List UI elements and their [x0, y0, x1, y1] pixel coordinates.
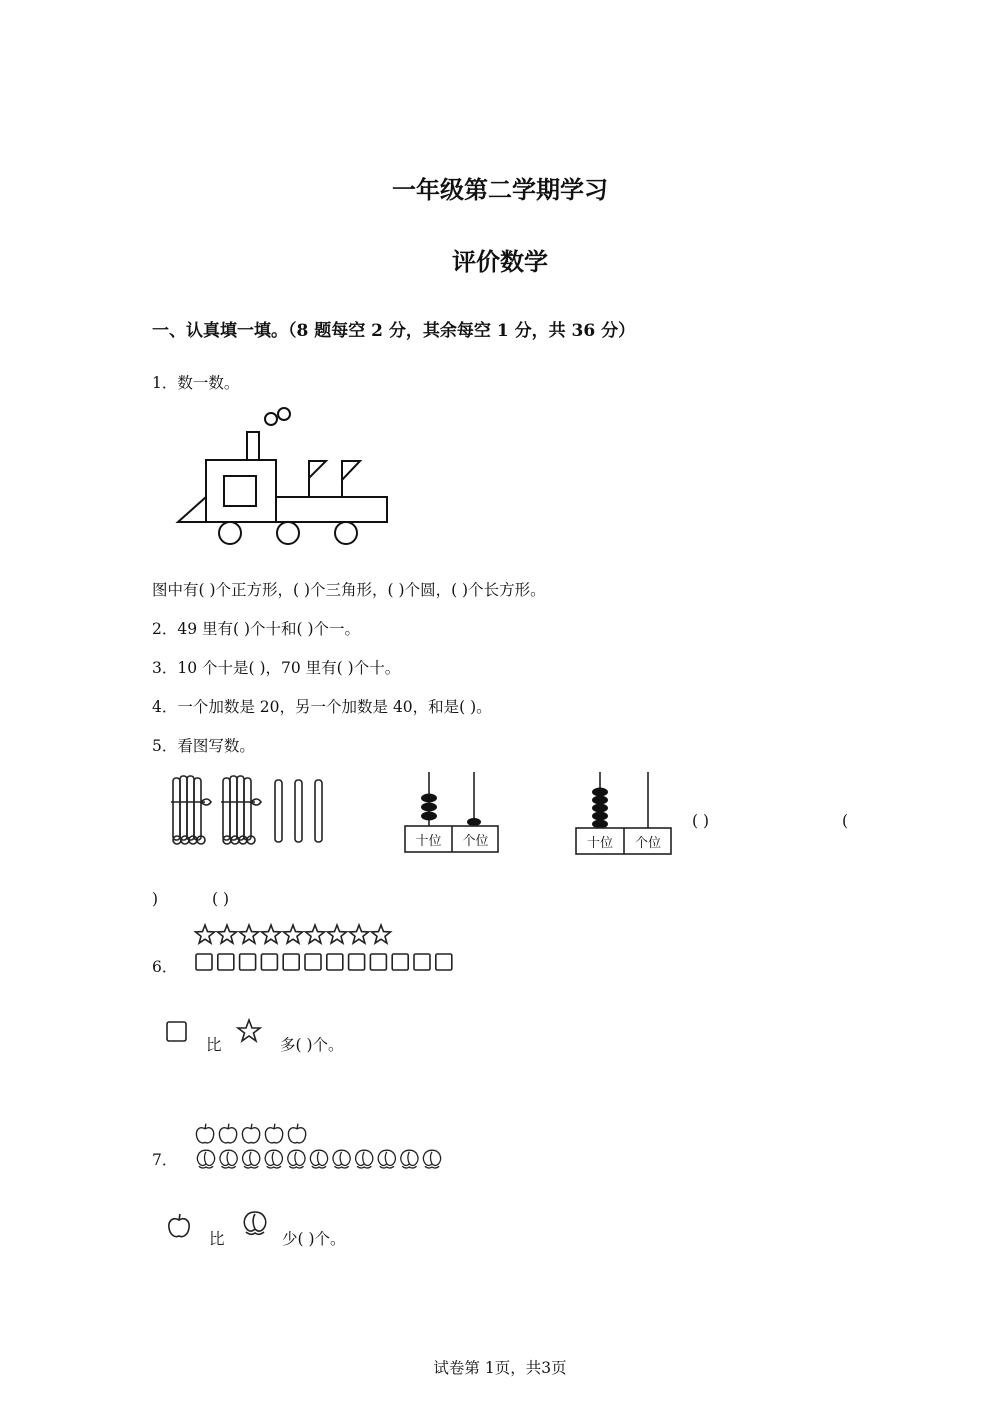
question-1-label: 1．数一数。 [152, 374, 240, 392]
star-icon [372, 925, 391, 943]
square-icon [165, 1020, 189, 1044]
wheel-circle [277, 522, 299, 544]
apples-row-figure [194, 1122, 324, 1146]
square-icon [283, 954, 299, 970]
question-7-number: 7． [152, 1151, 178, 1169]
peach-icon [240, 1208, 270, 1238]
question-6-compare-word: 比 [206, 1036, 222, 1054]
body-rectangle [276, 497, 387, 522]
question-7-tail: 少( )个。 [282, 1230, 346, 1248]
apple-icon [265, 1124, 282, 1143]
square-icon [261, 954, 277, 970]
wheel-circle [335, 522, 357, 544]
peach-icon [197, 1150, 214, 1168]
apple-icon [166, 1212, 192, 1240]
single-stick-icon [275, 780, 282, 842]
question-5-blank-2-open: ( [842, 812, 849, 830]
peach-icon [310, 1150, 327, 1168]
stick-bundles-figure [165, 772, 335, 848]
smoke-circle [278, 408, 290, 420]
star-icon [284, 925, 303, 943]
front-triangle [178, 497, 206, 522]
apple-icon [242, 1124, 259, 1143]
single-stick-icon [315, 780, 322, 842]
apple-icon [288, 1124, 305, 1143]
window-square [224, 476, 256, 506]
peach-icon [333, 1150, 350, 1168]
abacus-2-tens-label: 十位 [586, 836, 613, 851]
star-icon [262, 925, 281, 943]
page-subtitle: 评价数学 [452, 247, 548, 276]
squares-row-figure [194, 952, 464, 974]
square-icon [196, 954, 212, 970]
question-5-blank-3: ( ) [212, 890, 230, 908]
square-icon [327, 954, 343, 970]
smoke-circle [265, 413, 277, 425]
square-icon [370, 954, 386, 970]
single-stick-icon [295, 780, 302, 842]
square-icon [218, 954, 234, 970]
abacus-1-ones-label: 个位 [462, 834, 489, 849]
peach-icon [288, 1150, 305, 1168]
peach-icon [356, 1150, 373, 1168]
question-6-tail: 多( )个。 [280, 1036, 344, 1054]
peach-icon [220, 1150, 237, 1168]
star-icon [240, 925, 259, 943]
star-icon [218, 925, 237, 943]
stick-bundle-icon [171, 776, 211, 844]
peaches-row-figure [194, 1147, 454, 1173]
page-footer: 试卷第 1页，共3页 [433, 1359, 567, 1377]
peach-icon [401, 1150, 418, 1168]
chimney-rectangle [247, 432, 259, 460]
question-6-number: 6． [152, 958, 178, 976]
section-heading: 一、认真填一填。（8 题每空 2 分，其余每空 1 分，共 36 分） [152, 321, 636, 341]
peach-icon [265, 1150, 282, 1168]
question-7-compare-word: 比 [209, 1230, 225, 1248]
peach-icon [423, 1150, 440, 1168]
cab-rectangle [206, 460, 276, 522]
square-icon [240, 954, 256, 970]
square-icon [305, 954, 321, 970]
star-icon [328, 925, 347, 943]
square-icon [349, 954, 365, 970]
question-5-blank-2-close: ) [152, 890, 159, 908]
star-icon [306, 925, 325, 943]
stars-row-figure [194, 924, 404, 946]
page-title: 一年级第二学期学习 [392, 175, 608, 204]
flag-triangle [309, 461, 326, 478]
question-2-text: 2．49 里有( )个十和( )个一。 [152, 620, 361, 638]
peach-icon [378, 1150, 395, 1168]
question-1-text: 图中有( )个正方形，( )个三角形，( )个圆，( )个长方形。 [152, 581, 546, 599]
wheel-circle [219, 522, 241, 544]
stick-bundle-icon [221, 776, 261, 844]
train-figure [170, 400, 400, 550]
square-icon [392, 954, 408, 970]
question-4-text: 4．一个加数是 20，另一个加数是 40，和是( )。 [152, 698, 492, 716]
star-icon [196, 925, 215, 943]
question-5-label: 5．看图写数。 [152, 737, 255, 755]
square-icon [414, 954, 430, 970]
abacus-1-tens-label: 十位 [415, 834, 442, 849]
apple-icon [219, 1124, 236, 1143]
peach-icon [243, 1150, 260, 1168]
square-icon [436, 954, 452, 970]
star-icon [350, 925, 369, 943]
apple-icon [196, 1124, 213, 1143]
abacus-2-ones-label: 个位 [634, 836, 661, 851]
question-3-text: 3．10 个十是( )，70 里有( )个十。 [152, 659, 401, 677]
question-5-blank-1: ( ) [692, 812, 710, 830]
flag-triangle [342, 461, 360, 480]
star-icon [236, 1018, 262, 1044]
